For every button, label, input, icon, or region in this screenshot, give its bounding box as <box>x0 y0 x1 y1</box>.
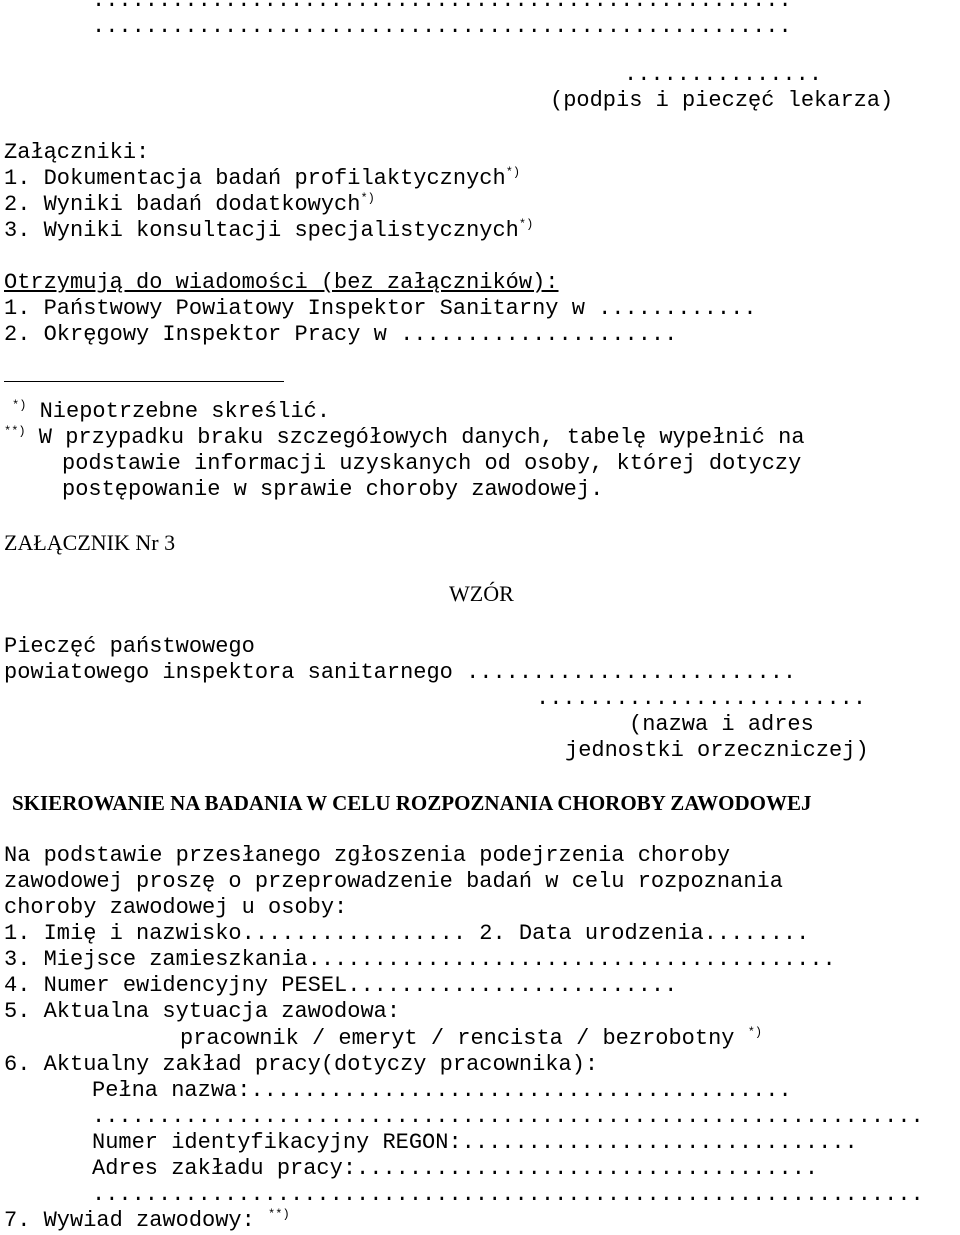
field-residence: 3. Miejsce zamieszkania........................................ <box>4 947 836 972</box>
recipients-heading: Otrzymują do wiadomości (bez załączników): <box>4 270 559 295</box>
recipient-item: 2. Okręgowy Inspektor Pracy w ..................... <box>4 322 678 347</box>
recipient-item: 1. Państwowy Powiatowy Inspektor Sanitarny w ............ <box>4 296 757 321</box>
employer-dotted-line-2: ............................................................... <box>92 1182 924 1207</box>
unit-caption-line-2: jednostki orzeczniczej) <box>565 738 869 763</box>
attachment-item: 2. Wyniki badań dodatkowych*) <box>4 191 375 217</box>
attachment-item: 1. Dokumentacja badań profilaktycznych*) <box>4 165 521 191</box>
footnote-1: *) Niepotrzebne skreślić. <box>12 398 331 424</box>
attachments-heading: Załączniki: <box>4 140 150 165</box>
stamp-label-line-1: Pieczęć państwowego <box>4 634 255 659</box>
signature-caption: (podpis i pieczęć lekarza) <box>550 88 894 113</box>
footnote-2-line-2: podstawie informacji uzyskanych od osoby, której dotyczy <box>62 451 802 476</box>
annex-title: ZAŁĄCZNIK Nr 3 <box>4 530 176 555</box>
field-employer-full-name: Pełna nazwa:......................................... <box>92 1078 792 1103</box>
intro-line-3: choroby zawodowej u osoby: <box>4 895 348 920</box>
intro-line-2: zawodowej proszę o przeprowadzenie badań w celu rozpoznania <box>4 869 783 894</box>
field-employment-status: 5. Aktualna sytuacja zawodowa: <box>4 999 401 1024</box>
footnote-2-line-3: postępowanie w sprawie choroby zawodowej. <box>62 477 604 502</box>
intro-line-1: Na podstawie przesłanego zgłoszenia podejrzenia choroby <box>4 843 731 868</box>
attachment-item: 3. Wyniki konsultacji specjalistycznych*) <box>4 217 534 243</box>
footnote-separator <box>4 381 284 382</box>
unit-caption-line-1: (nazwa i adres <box>629 712 814 737</box>
top-dotted-line-2: ..................................................... <box>92 14 792 39</box>
document-title: SKIEROWANIE NA BADANIA W CELU ROZPOZNANIA CHOROBY ZAWODOWEJ <box>12 791 812 815</box>
signature-dotted-line: ............... <box>624 62 823 87</box>
footnote-2-line-1: **) W przypadku braku szczegółowych danych, tabelę wypełnić na <box>4 424 805 450</box>
template-label: WZÓR <box>449 581 514 606</box>
top-dotted-line-1: ..................................................... <box>92 0 792 13</box>
unit-dotted-line: ......................... <box>536 686 867 711</box>
field-occupational-history: 7. Wywiad zawodowy: **) <box>4 1207 290 1233</box>
field-employer: 6. Aktualny zakład pracy(dotyczy pracownika): <box>4 1052 599 1077</box>
field-employer-address: Adres zakładu pracy:................................... <box>92 1156 819 1181</box>
employer-dotted-line-1: ............................................................... <box>92 1104 924 1129</box>
employment-status-options: pracownik / emeryt / rencista / bezrobotny *) <box>180 1025 763 1051</box>
field-name-and-birthdate: 1. Imię i nazwisko................. 2. Data urodzenia........ <box>4 921 810 946</box>
field-employer-regon: Numer identyfikacyjny REGON:.............................. <box>92 1130 858 1155</box>
field-pesel: 4. Numer ewidencyjny PESEL......................... <box>4 973 678 998</box>
stamp-label-line-2: powiatowego inspektora sanitarnego ......................... <box>4 660 797 685</box>
